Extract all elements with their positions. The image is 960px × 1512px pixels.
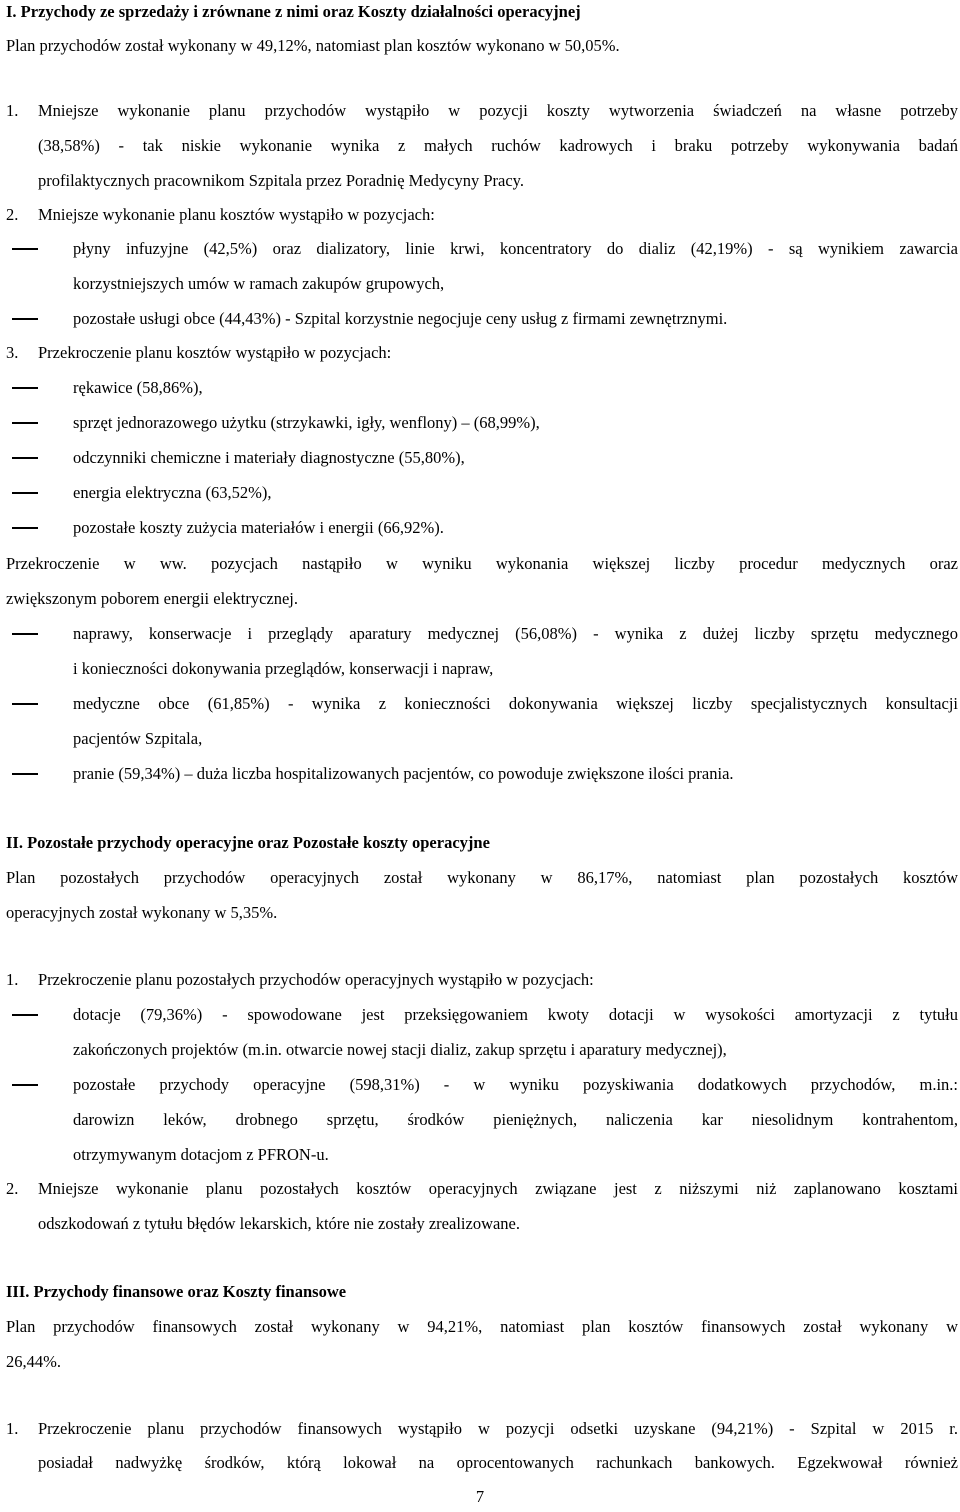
item-3-lead: Przekroczenie planu kosztów wystąpiło w pozycjach:	[38, 343, 392, 362]
item-2-lead: Mniejsze wykonanie planu kosztów wystąpiło w pozycjach:	[38, 205, 435, 224]
item-1-number: 1.	[6, 970, 19, 989]
item-2-line-1: Mniejsze wykonanie planu pozostałych kosztów operacyjnych związane jest z niższymi niż zaplanowano kosztami	[38, 1179, 958, 1198]
bullet-text: pozostałe usługi obce (44,43%) - Szpital korzystnie negocjuje ceny usług z firmami zewnętrznymi.	[73, 309, 728, 328]
section-3-intro-line-2: 26,44%.	[6, 1352, 61, 1371]
section-3-title: III. Przychody finansowe oraz Koszty finansowe	[6, 1282, 347, 1301]
bullet-text: energia elektryczna (63,52%),	[73, 483, 272, 502]
bullet-text: otrzymywanym dotacjom z PFRON-u.	[73, 1145, 329, 1164]
item-1-lead: Przekroczenie planu pozostałych przychodów operacyjnych wystąpiło w pozycjach:	[38, 970, 594, 989]
bullet-text: dotacje (79,36%) - spowodowane jest przeksięgowaniem kwoty dotacji w wysokości amortyzacji z tytułu	[73, 1005, 958, 1024]
bullet-text: pacjentów Szpitala,	[73, 729, 203, 748]
bullet-text: medyczne obce (61,85%) - wynika z konieczności dokonywania większej liczby specjalistycznych konsultacji	[73, 694, 958, 713]
item-1-line-2: (38,58%) - tak niskie wykonanie wynika z małych ruchów kadrowych i braku potrzeby wykonywania badań	[38, 136, 958, 155]
section-2-intro-line-2: operacyjnych został wykonany w 5,35%.	[6, 903, 278, 922]
bullet-text: i konieczności dokonywania przeglądów, konserwacji i napraw,	[73, 659, 494, 678]
section-3-intro-line-1: Plan przychodów finansowych został wykonany w 94,21%, natomiast plan kosztów finansowych został wykonany w	[6, 1317, 958, 1336]
summary-line-2: zwiększonym poborem energii elektrycznej.	[6, 589, 299, 608]
bullet-text: naprawy, konserwacje i przeglądy aparatury medycznej (56,08%) - wynika z dużej liczby sprzętu medycznego	[73, 624, 958, 643]
item-1-line-1: Mniejsze wykonanie planu przychodów wystąpiło w pozycji koszty wytworzenia świadczeń na własne potrzeby	[38, 101, 958, 120]
bullet-text: korzystniejszych umów w ramach zakupów grupowych,	[73, 274, 445, 293]
bullet-text: pozostałe przychody operacyjne (598,31%) - w wyniku pozyskiwania dodatkowych przychodów, m.in.:	[73, 1075, 958, 1094]
bullet-text: rękawice (58,86%),	[73, 378, 203, 397]
item-2-number: 2.	[6, 205, 19, 224]
item-1-number: 1.	[6, 1419, 19, 1438]
item-1-line-3: profilaktycznych pracownikom Szpitala przez Poradnię Medycyny Pracy.	[38, 171, 524, 190]
item-2-number: 2.	[6, 1179, 19, 1198]
bullet-text: odczynniki chemiczne i materiały diagnostyczne (55,80%),	[73, 448, 465, 467]
bullet-text: zakończonych projektów (m.in. otwarcie nowej stacji dializ, zakup sprzętu i aparatury medycznej),	[73, 1040, 727, 1059]
bullet-text: pozostałe koszty zużycia materiałów i energii (66,92%).	[73, 518, 444, 537]
bullet-text: sprzęt jednorazowego użytku (strzykawki, igły, wenflony) – (68,99%),	[73, 413, 540, 432]
bullet-text: darowizn leków, drobnego sprzętu, środków pieniężnych, naliczenia kar niesolidnym kontrahentom,	[73, 1110, 958, 1129]
bullet-text: pranie (59,34%) – duża liczba hospitalizowanych pacjentów, co powoduje zwiększone ilości prania.	[73, 764, 734, 783]
item-1-line-1: Przekroczenie planu przychodów finansowych wystąpiło w pozycji odsetki uzyskane (94,21%) - Szpital w 2015 r.	[38, 1419, 958, 1438]
summary-line-1: Przekroczenie w ww. pozycjach nastąpiło w wyniku wykonania większej liczby procedur medycznych oraz	[6, 554, 958, 573]
item-2-line-2: odszkodowań z tytułu błędów lekarskich, które nie zostały zrealizowane.	[38, 1214, 521, 1233]
section-2-intro-line-1: Plan pozostałych przychodów operacyjnych został wykonany w 86,17%, natomiast plan pozostałych kosztów	[6, 868, 958, 887]
section-1-intro: Plan przychodów został wykonany w 49,12%, natomiast plan kosztów wykonano w 50,05%.	[6, 36, 620, 55]
item-3-number: 3.	[6, 343, 19, 362]
section-2-title: II. Pozostałe przychody operacyjne oraz Pozostałe koszty operacyjne	[6, 833, 490, 852]
section-1-title: I. Przychody ze sprzedaży i zrównane z nimi oraz Koszty działalności operacyjnej	[6, 2, 581, 21]
item-1-number: 1.	[6, 101, 19, 120]
item-1-line-2: posiadał nadwyżkę środków, którą lokował na oprocentowanych rachunkach bankowych. Egzekwował również	[38, 1453, 958, 1472]
page-number: 7	[475, 1487, 485, 1506]
bullet-text: płyny infuzyjne (42,5%) oraz dializatory, linie krwi, koncentratory do dializ (42,19%) - są wynikiem zawarcia	[73, 239, 958, 258]
